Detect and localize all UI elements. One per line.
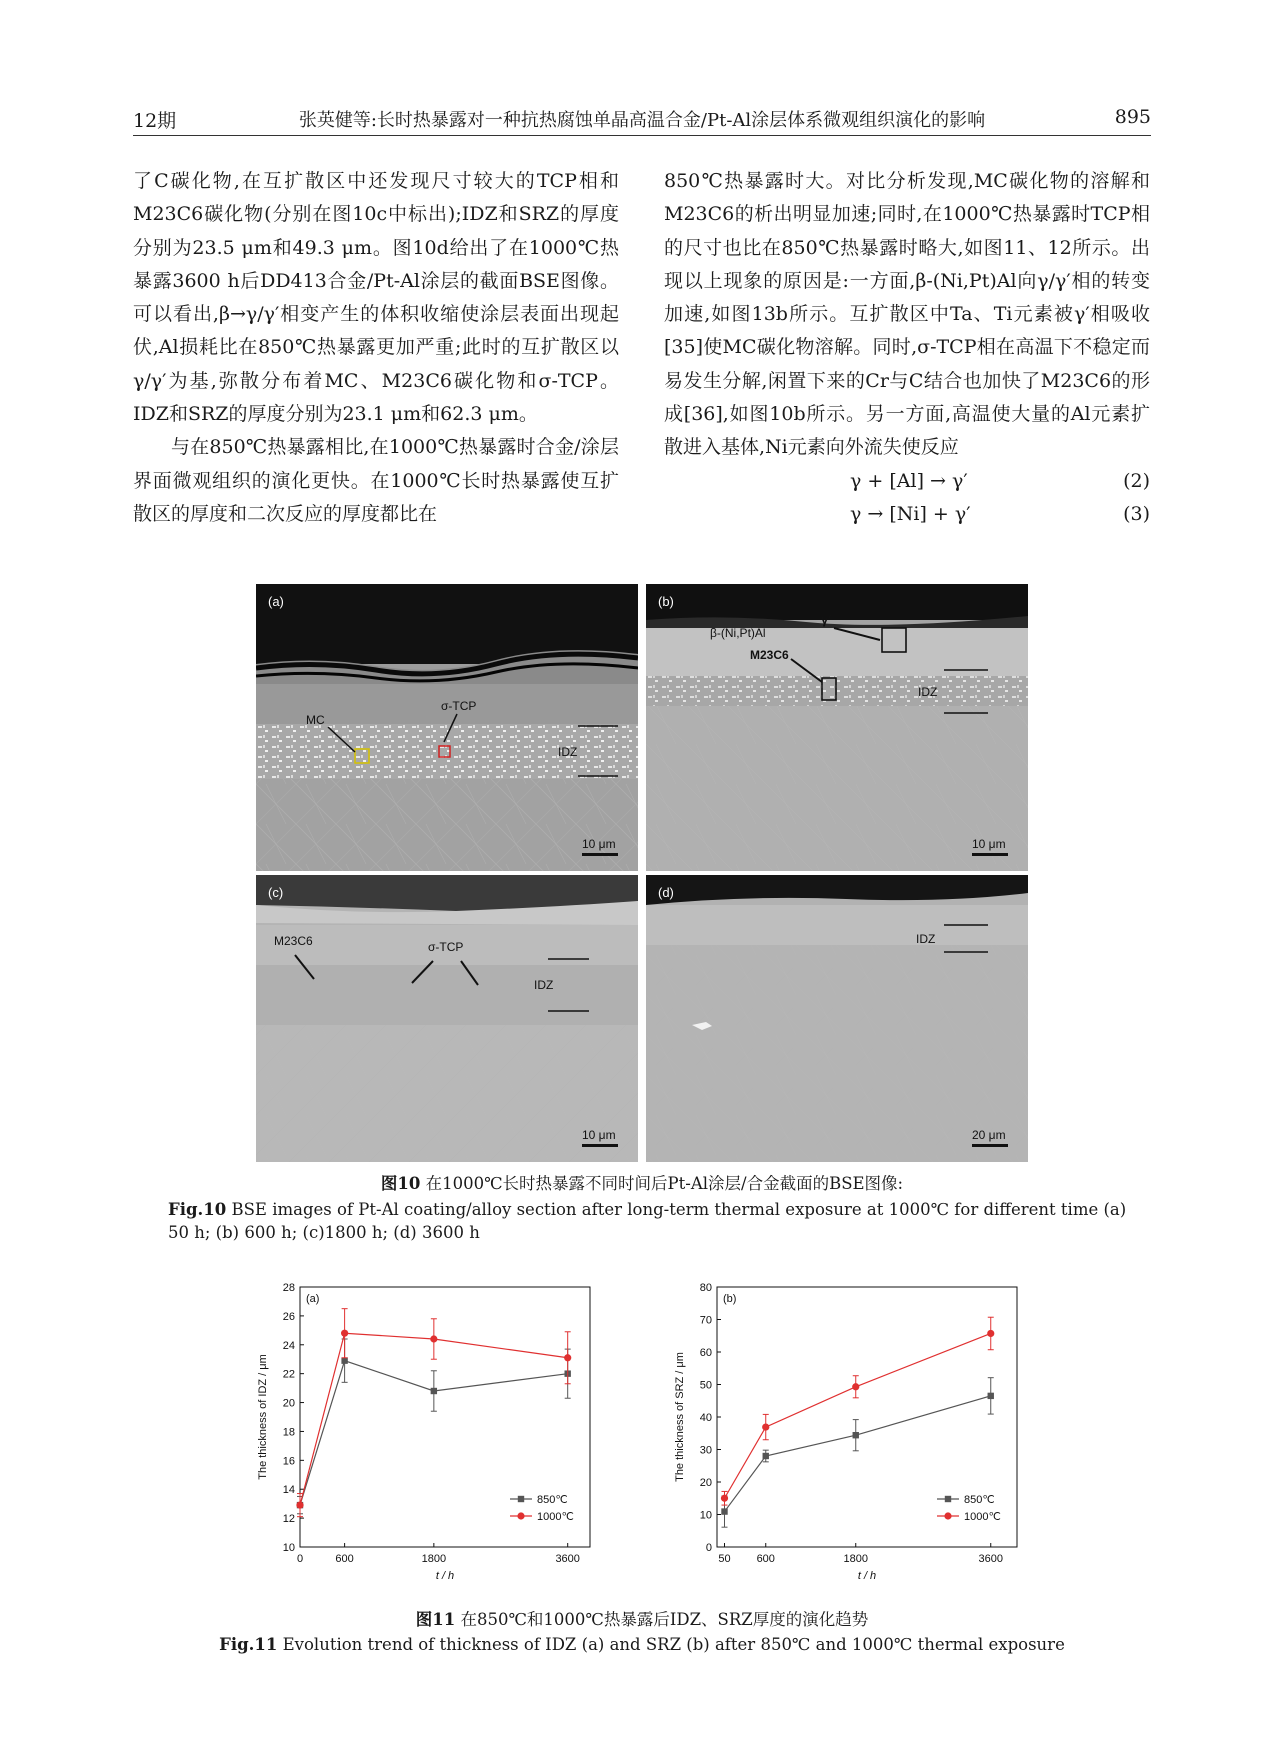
- data-point: [763, 1453, 769, 1459]
- y-tick-label: 0: [705, 1542, 712, 1554]
- right-column: [664, 165, 1150, 531]
- paragraph: 了C碳化物,在互扩散区中还发现尺寸较大的TCP相和M23C6碳化物(分别在图10c中标出);IDZ和SRZ的厚度分别为23.5 μm和49.3 μm。图10d给出了在1000℃热暴露3600 h后DD413合金/Pt-Al涂层的截面BSE图像。可以看出,β→γ/γ′相变产生的体积收缩使涂层表面出现起伏,Al损耗比在850℃热暴露更加严重;此时的互扩散区以γ/γ′为基,弥散分布着MC、M23C6碳化物和σ-TCP。IDZ和SRZ的厚度分别为23.1 μm和62.3 μm。: [133, 170, 619, 426]
- chart-svg: [665, 1275, 1035, 1605]
- legend-label: 850℃: [537, 1494, 568, 1506]
- caption-text: BSE images of Pt-Al coating/alloy section after long-term thermal exposure at 1000℃ for different time (a) 50 h; (b) 600 h; (c)1800 h; (d) 3600 h: [168, 1200, 1127, 1242]
- equation-3: [664, 498, 1150, 531]
- x-axis-label: t / h: [435, 1570, 455, 1582]
- y-tick-label: 28: [282, 1282, 295, 1294]
- scale-bar-label: 10 μm: [582, 1128, 616, 1142]
- annotation-sigma-tcp: σ-TCP: [441, 699, 477, 713]
- y-tick-label: 26: [282, 1310, 295, 1323]
- x-tick-label: 600: [335, 1553, 354, 1565]
- left-column: [133, 165, 619, 531]
- data-point: [564, 1354, 571, 1361]
- figure-10-caption-cn: [133, 1172, 1151, 1195]
- panel-label: (d): [658, 885, 674, 900]
- y-tick-label: 12: [282, 1513, 295, 1526]
- figure-11-caption-en: [133, 1633, 1151, 1656]
- y-tick-label: 20: [699, 1477, 712, 1489]
- y-tick-label: 22: [282, 1368, 295, 1381]
- x-tick-label: 3600: [555, 1553, 580, 1565]
- caption-text: 在850℃和1000℃热暴露后IDZ、SRZ厚度的演化趋势: [455, 1610, 869, 1629]
- figure-10: [256, 584, 1028, 1162]
- data-point: [341, 1357, 347, 1363]
- data-point: [762, 1423, 769, 1430]
- legend-label: 1000℃: [537, 1511, 574, 1523]
- annotation-m23c6: M23C6: [274, 934, 313, 948]
- equation-number: (2): [1123, 469, 1150, 492]
- annotation-idz: IDZ: [916, 932, 936, 946]
- y-tick-label: 50: [699, 1379, 712, 1392]
- data-point: [296, 1502, 303, 1509]
- data-point: [431, 1388, 437, 1394]
- panel-label: (a): [268, 594, 284, 609]
- paragraph: 与在850℃热暴露相比,在1000℃热暴露时合金/涂层界面微观组织的演化更快。在1000℃长时热暴露使互扩散区的厚度和二次反应的厚度都比在: [133, 436, 619, 525]
- page-number: 895: [1114, 106, 1151, 128]
- x-tick-label: 0: [296, 1553, 304, 1565]
- series-line: [725, 1333, 991, 1498]
- annotation-idz: IDZ: [558, 745, 578, 759]
- data-point: [852, 1383, 859, 1390]
- y-tick-label: 80: [699, 1282, 712, 1294]
- y-axis-label: The thickness of SRZ / μm: [674, 1352, 686, 1482]
- y-tick-label: 70: [699, 1314, 712, 1327]
- x-tick-label: 3600: [978, 1553, 1003, 1565]
- equation-2: [664, 465, 1150, 498]
- plot-frame: [300, 1287, 590, 1547]
- data-point: [853, 1432, 859, 1438]
- x-tick-label: 600: [756, 1553, 775, 1565]
- chart-srz-thickness: [665, 1275, 1035, 1605]
- y-tick-label: 10: [699, 1509, 712, 1522]
- y-tick-label: 10: [282, 1542, 295, 1554]
- annotation-sigma-tcp: σ-TCP: [428, 940, 464, 954]
- micrograph-panel-c: [256, 875, 638, 1162]
- legend-marker: [945, 1496, 951, 1502]
- annotation-m23c6: M23C6: [750, 648, 789, 662]
- x-tick-label: 1800: [843, 1553, 868, 1565]
- micrograph-panel-b: [646, 584, 1028, 871]
- data-point: [988, 1393, 994, 1399]
- chart-svg: [250, 1275, 610, 1605]
- scale-bar-label: 20 μm: [972, 1128, 1006, 1142]
- plot-frame: [717, 1287, 1017, 1547]
- caption-label: Fig.10: [168, 1200, 227, 1219]
- legend-label: 850℃: [964, 1494, 995, 1506]
- caption-label: Fig.11: [219, 1635, 278, 1654]
- y-tick-label: 14: [282, 1484, 295, 1497]
- x-tick-label: 50: [718, 1553, 731, 1565]
- running-title: 张英健等:长时热暴露对一种抗热腐蚀单晶高温合金/Pt-Al涂层体系微观组织演化的影响: [298, 110, 986, 131]
- annotation-idz: IDZ: [534, 978, 554, 992]
- data-point: [430, 1335, 437, 1342]
- panel-label: (b): [658, 594, 674, 609]
- legend-marker: [518, 1496, 524, 1502]
- equation-number: (3): [1123, 502, 1150, 525]
- micrograph-panel-d: [646, 875, 1028, 1162]
- caption-label: 图11: [415, 1610, 456, 1629]
- equation-text: γ → [Ni] + γ′: [850, 502, 971, 525]
- panel-label: (c): [268, 885, 284, 900]
- chart-idz-thickness: [250, 1275, 610, 1605]
- equation-text: γ + [Al] → γ′: [850, 469, 968, 492]
- y-tick-label: 20: [282, 1397, 295, 1410]
- annotation-gamma-prime: γ′: [821, 612, 832, 627]
- annotation-mc: MC: [306, 713, 325, 727]
- scale-bar-label: 10 μm: [582, 837, 616, 851]
- chart-panel-label: (a): [306, 1293, 320, 1305]
- y-tick-label: 60: [699, 1347, 712, 1359]
- y-tick-label: 30: [699, 1444, 712, 1457]
- caption-label: 图10: [380, 1174, 421, 1193]
- legend-marker: [517, 1512, 524, 1519]
- y-tick-label: 18: [282, 1426, 295, 1439]
- annotation-beta-nipt-al: β-(Ni,Pt)Al: [710, 626, 766, 640]
- y-axis-label: The thickness of IDZ / μm: [257, 1354, 269, 1480]
- paragraph: 850℃热暴露时大。对比分析发现,MC碳化物的溶解和M23C6的析出明显加速;同时,在1000℃热暴露时TCP相的尺寸也比在850℃热暴露时略大,如图11、12所示。出现以上现象的原因是:一方面,β-(Ni,Pt)Al向γ/γ′相的转变加速,如图13b所示。互扩散区中Ta、Ti元素被γ′相吸收[35]使MC碳化物溶解。同时,σ-TCP相在高温下不稳定而易发生分解,闲置下来的Cr与C结合也加快了M23C6的形成[36],如图10b所示。另一方面,高温使大量的Al元素扩散进入基体,Ni元素向外流失使反应: [664, 170, 1150, 459]
- chart-panel-label: (b): [723, 1293, 737, 1305]
- figure-11-caption-cn: [133, 1608, 1151, 1631]
- data-point: [987, 1330, 994, 1337]
- data-point: [341, 1330, 348, 1337]
- caption-text: Evolution trend of thickness of IDZ (a) and SRZ (b) after 850℃ and 1000℃ thermal exposure: [277, 1635, 1065, 1654]
- annotation-idz: IDZ: [918, 685, 938, 699]
- figure-10-caption-en: [168, 1198, 1128, 1244]
- caption-text: 在1000℃长时热暴露不同时间后Pt-Al涂层/合金截面的BSE图像:: [420, 1174, 904, 1193]
- page-header: [133, 102, 1151, 136]
- micrograph-panel-a: [256, 584, 638, 871]
- x-tick-label: 1800: [421, 1553, 447, 1565]
- y-tick-label: 40: [699, 1412, 712, 1424]
- scale-bar-label: 10 μm: [972, 837, 1006, 851]
- x-axis-label: t / h: [857, 1570, 877, 1582]
- legend-marker: [944, 1512, 951, 1519]
- y-tick-label: 24: [282, 1339, 295, 1352]
- legend-label: 1000℃: [964, 1511, 1001, 1523]
- data-point: [721, 1508, 727, 1514]
- y-tick-label: 16: [282, 1455, 295, 1468]
- data-point: [721, 1495, 728, 1502]
- issue-number: 12期: [133, 110, 177, 132]
